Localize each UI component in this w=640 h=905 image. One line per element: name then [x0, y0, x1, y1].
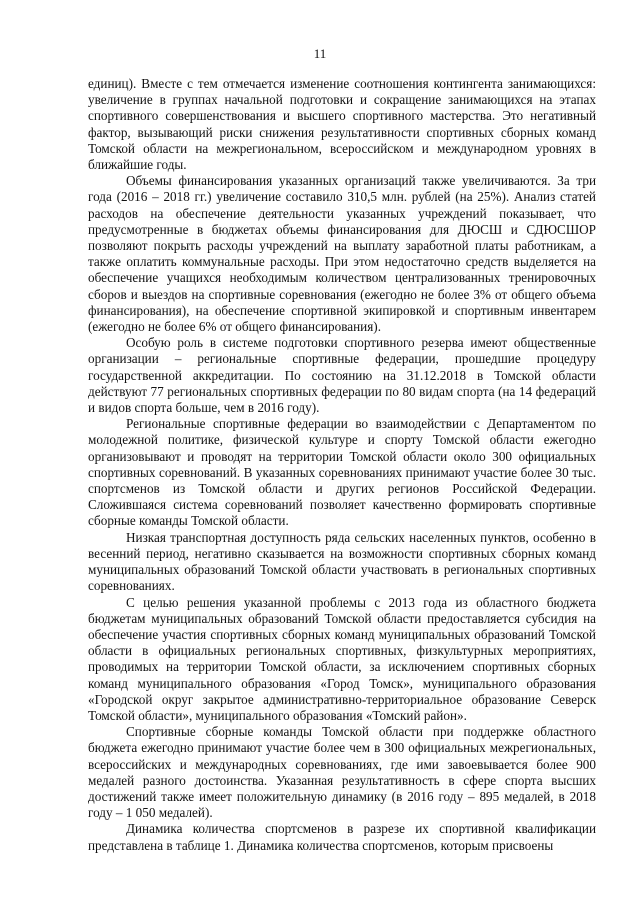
paragraph: Низкая транспортная доступность ряда сельских населенных пунктов, особенно в весенний период, негативно сказывается на возможности спортивных сборных команд муниципальных образований Томской области участвовать в региональных спортивных соревнованиях.	[88, 529, 596, 594]
paragraph: С целью решения указанной проблемы с 2013 года из областного бюджета бюджетам муниципальных образований Томской области предоставляется субсидия на обеспечение участия спортивных сборных команд муниципальных образований Томской области в официальных региональных спортивных, физкультурных мероприятиях, проводимых на территории Томской области, за исключением спортивных сборных команд муниципального образования «Город Томск», муниципального образования «Городской округ закрытое административно-территориальное образование Северск Томской области», муниципального образования «Томский район».	[88, 594, 596, 723]
paragraph: Особую роль в системе подготовки спортивного резерва имеют общественные организации – региональные спортивные федерации, прошедшие процедуру государственной аккредитации. По состоянию на 31.12.2018 в Томской области действуют 77 региональных спортивных федерации по 80 видам спорта (на 14 федераций и видов спорта больше, чем в 2016 году).	[88, 335, 596, 416]
paragraph: единиц). Вместе с тем отмечается изменение соотношения контингента занимающихся: увеличение в группах начальной подготовки и сокращение занимающихся на этапах спортивного совершенствования и высшего спортивного мастерства. Это негативный фактор, вызывающий риски снижения результативности спортивных сборных команд Томской области на межрегиональном, всероссийском и международном уровнях в ближайшие годы.	[88, 76, 596, 173]
paragraph: Спортивные сборные команды Томской области при поддержке областного бюджета ежегодно принимают участие более чем в 300 официальных межрегиональных, всероссийских и международных соревнованиях, где ими завоевывается более 900 медалей разного достоинства. Указанная результативность в сфере спорта высших достижений также имеет положительную динамику (в 2016 году – 895 медалей, в 2018 году – 1 050 медалей).	[88, 724, 596, 821]
paragraph: Объемы финансирования указанных организаций также увеличиваются. За три года (2016 – 2018 гг.) увеличение составило 310,5 млн. рублей (на 25%). Анализ статей расходов на обеспечение деятельности указанных учреждений показывает, что предусмотренные в бюджетах объемы финансирования для ДЮСШ и СДЮСШОР позволяют покрыть расходы учреждений на выплату заработной платы работникам, а также оплатить коммунальные расходы. При этом недостаточно средств выделяется на обеспечение учащихся необходимым количеством централизованных тренировочных сборов и выездов на спортивные соревнования (ежегодно не более 3% от общего объема финансирования), на обеспечение спортивной экипировкой и спортивным инвентарем (ежегодно не более 6% от общего финансирования).	[88, 173, 596, 335]
page-number: 11	[313, 46, 327, 61]
paragraph: Региональные спортивные федерации во взаимодействии с Департаментом по молодежной политике, физической культуре и спорту Томской области ежегодно организовывают и проводят на территории Томской области около 300 официальных спортивных соревнований. В указанных соревнованиях принимают участие более 30 тыс. спортсменов из Томской области и других регионов Российской Федерации. Сложившаяся система соревнований позволяет качественно формировать спортивные сборные команды Томской области.	[88, 416, 596, 529]
paragraph: Динамика количества спортсменов в разрезе их спортивной квалификации представлена в таблице 1. Динамика количества спортсменов, которым присвоены	[88, 821, 596, 853]
body-text	[88, 76, 596, 854]
